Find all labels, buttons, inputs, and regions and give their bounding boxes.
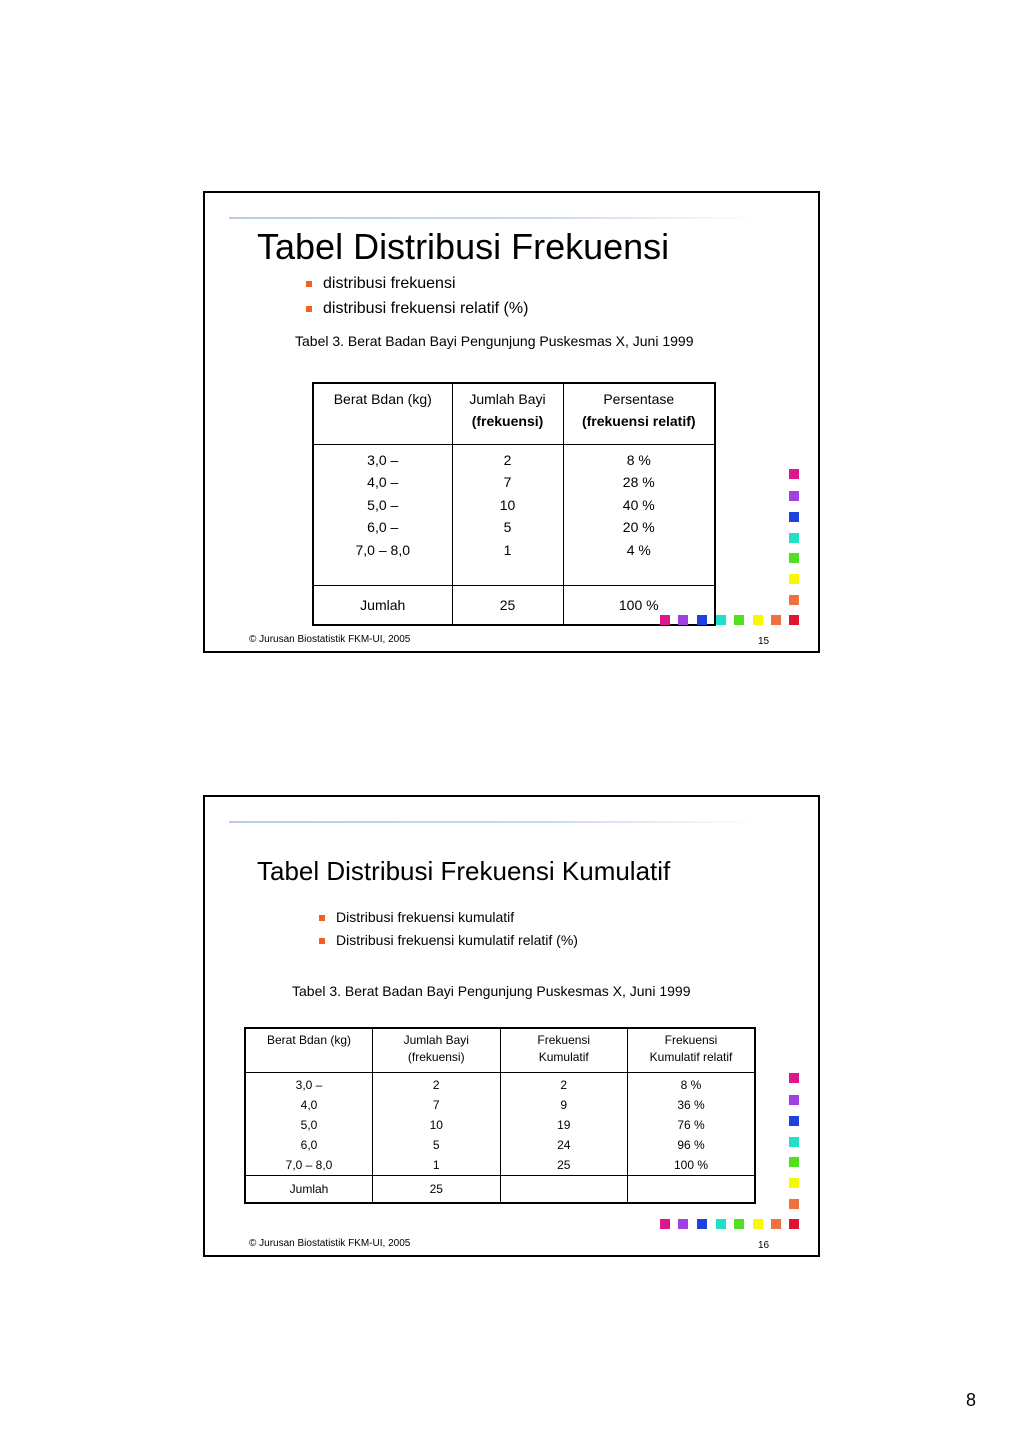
cumulative-column: 2 9 19 24 25 — [500, 1073, 628, 1176]
bullet-item: Distribusi frekuensi kumulatif — [319, 908, 578, 931]
decor-square-icon — [734, 615, 744, 625]
decor-square-icon — [789, 1199, 799, 1209]
header-cell: Frekuensi Kumulatif relatif — [628, 1028, 756, 1073]
table-total-row: Jumlah 25 100 % — [313, 586, 715, 626]
title-rule — [229, 821, 759, 823]
slide-title: Tabel Distribusi Frekuensi — [257, 226, 670, 267]
decor-square-icon — [789, 1137, 799, 1147]
bullet-item: Distribusi frekuensi kumulatif relatif (%) — [319, 931, 578, 954]
decor-square-icon — [789, 595, 799, 605]
decor-square-icon — [789, 553, 799, 563]
decor-square-icon — [697, 615, 707, 625]
table-body-row — [245, 1073, 755, 1176]
header-cell: Frekuensi Kumulatif — [500, 1028, 628, 1073]
decor-square-icon — [697, 1219, 707, 1229]
table-total-row: Jumlah 25 — [245, 1176, 755, 1204]
decor-square-icon — [789, 1073, 799, 1083]
cumulative-frequency-table — [244, 1027, 756, 1204]
copyright-footer: © Jurusan Biostatistik FKM-UI, 2005 — [249, 1238, 411, 1249]
decor-square-icon — [789, 1178, 799, 1188]
title-rule — [229, 217, 759, 219]
frequency-table — [312, 382, 716, 626]
header-cell: Jumlah Bayi (frekuensi) — [373, 1028, 501, 1073]
table-body-row — [313, 445, 715, 586]
square-bullet-icon — [306, 306, 312, 312]
slide-number: 16 — [758, 1240, 770, 1251]
weight-column: 3,0 – 4,0 – 5,0 – 6,0 – 7,0 – 8,0 — [313, 445, 452, 586]
bullet-item: distribusi frekuensi relatif (%) — [306, 298, 528, 323]
header-cell: Persentase (frekuensi relatif) — [563, 383, 715, 445]
decor-square-icon — [789, 1095, 799, 1105]
square-bullet-icon — [306, 281, 312, 287]
decor-square-icon — [789, 512, 799, 522]
copyright-footer: © Jurusan Biostatistik FKM-UI, 2005 — [249, 634, 411, 645]
decor-square-icon — [660, 1219, 670, 1229]
decor-square-icon — [771, 1219, 781, 1229]
weight-column: 3,0 – 4,0 5,0 6,0 7,0 – 8,0 — [245, 1073, 373, 1176]
decor-square-icon — [678, 1219, 688, 1229]
decor-square-icon — [678, 615, 688, 625]
decor-square-icon — [789, 1116, 799, 1126]
cumulative-relative-column: 8 % 36 % 76 % 96 % 100 % — [628, 1073, 756, 1176]
decor-square-icon — [789, 491, 799, 501]
slide-title: Tabel Distribusi Frekuensi Kumulatif — [257, 856, 671, 886]
slide-number: 15 — [758, 636, 770, 647]
decor-square-icon — [789, 469, 799, 479]
table-header-row — [313, 383, 715, 445]
header-cell: Berat Bdan (kg) — [313, 383, 452, 445]
decor-square-icon — [789, 574, 799, 584]
decor-square-icon — [789, 1219, 799, 1229]
table-header-row — [245, 1028, 755, 1073]
frequency-column: 2 7 10 5 1 — [373, 1073, 501, 1176]
square-bullet-icon — [319, 938, 325, 944]
bullet-item: distribusi frekuensi — [306, 273, 528, 298]
decor-square-icon — [789, 615, 799, 625]
page-number: 8 — [966, 1390, 977, 1410]
decor-square-icon — [660, 615, 670, 625]
decor-square-icon — [789, 1157, 799, 1167]
decor-square-icon — [753, 615, 763, 625]
header-cell: Berat Bdan (kg) — [245, 1028, 373, 1073]
square-bullet-icon — [319, 915, 325, 921]
decor-square-icon — [734, 1219, 744, 1229]
frequency-column: 2 7 10 5 1 — [452, 445, 563, 586]
decor-square-icon — [716, 1219, 726, 1229]
header-cell: Jumlah Bayi (frekuensi) — [452, 383, 563, 445]
decor-square-icon — [753, 1219, 763, 1229]
slide-15 — [203, 191, 820, 653]
table-caption: Tabel 3. Berat Badan Bayi Pengunjung Puskesmas X, Juni 1999 — [292, 983, 691, 999]
slide-16 — [203, 795, 820, 1257]
bullet-list — [306, 273, 528, 323]
decor-square-icon — [716, 615, 726, 625]
percentage-column: 8 % 28 % 40 % 20 % 4 % — [563, 445, 715, 586]
decor-square-icon — [771, 615, 781, 625]
table-caption: Tabel 3. Berat Badan Bayi Pengunjung Puskesmas X, Juni 1999 — [295, 333, 694, 349]
bullet-list — [319, 908, 578, 954]
decor-square-icon — [789, 533, 799, 543]
